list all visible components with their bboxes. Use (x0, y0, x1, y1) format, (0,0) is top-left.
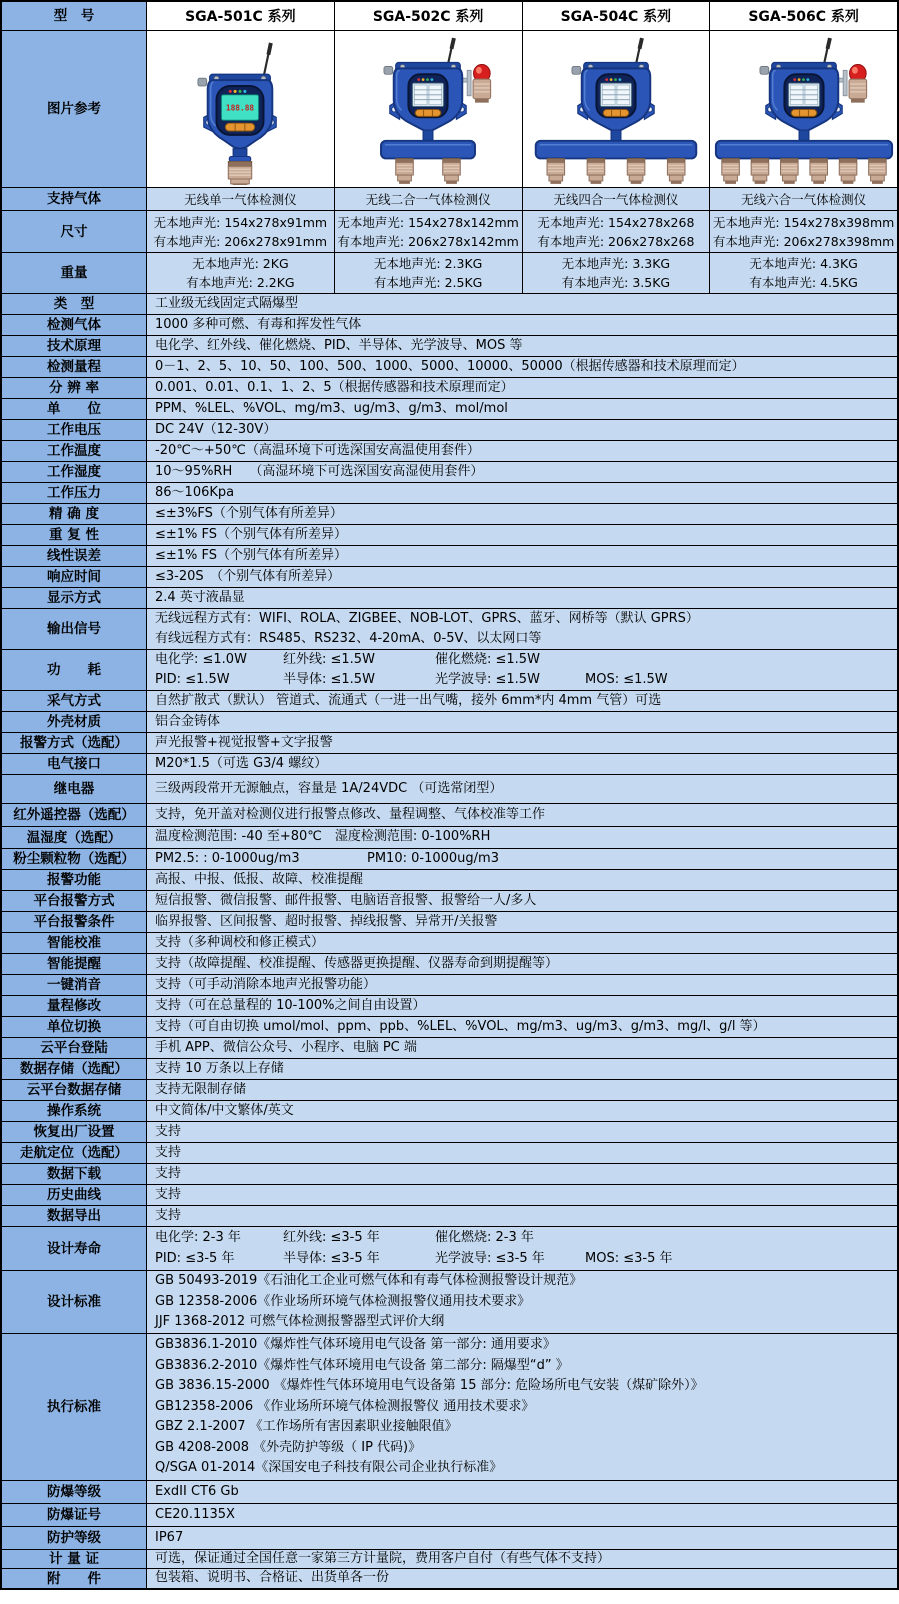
spec-value (147, 315, 897, 335)
spec-row (2, 525, 897, 546)
spec-row (2, 567, 897, 588)
spec-row (2, 315, 897, 336)
spec-row (2, 1038, 897, 1059)
spec-text: 支持（故障提醒、校准提醒、传感器更换提醒、仪器寿命到期提醒等） (155, 955, 559, 971)
spec-value (147, 1569, 897, 1588)
device-image-sga-502c (334, 31, 522, 187)
spec-row (2, 441, 897, 462)
spec-segment: MOS: ≤3-5 年 (585, 1250, 673, 1266)
spec-row (2, 420, 897, 441)
spec-text: 0.001、0.01、0.1、1、2、5（根据传感器和技术原理而定） (155, 379, 514, 395)
spec-row (2, 1527, 897, 1550)
spec-text: 工业级无线固定式隔爆型 (155, 295, 299, 311)
spec-text: 临界报警、区间报警、超时报警、掉线报警、异常开/关报警 (155, 913, 498, 929)
spec-label: 智能提醒 (2, 954, 147, 974)
spec-row (2, 1164, 897, 1185)
spec-label: 操作系统 (2, 1101, 147, 1121)
spec-line: GB 50493-2019《石油化工企业可燃气体和有毒气体检测报警设计规范》 (155, 1273, 583, 1289)
spec-label: 执行标准 (2, 1334, 147, 1480)
svg-text:188.88: 188.88 (226, 103, 255, 113)
spec-label: 类 型 (2, 294, 147, 314)
spec-cell-line: 无本地声光: 2.3KG (373, 256, 483, 271)
spec-label: 显示方式 (2, 588, 147, 608)
spec-label: 红外遥控器（选配） (2, 804, 147, 826)
spec-text: 支持 (155, 1123, 182, 1139)
spec-cell-line: 无本地声光: 4.3KG (749, 256, 858, 271)
model-header-row (2, 2, 897, 31)
spec-row (2, 912, 897, 933)
spec-row (2, 754, 897, 775)
spec-label: 云平台登陆 (2, 1038, 147, 1058)
spec-label: 响应时间 (2, 567, 147, 587)
spec-value (147, 1059, 897, 1079)
spec-value (147, 567, 897, 587)
spec-segment: 半导体: ≤3-5 年 (283, 1250, 380, 1266)
spec-label: 重 复 性 (2, 525, 147, 545)
spec-label: 量程修改 (2, 996, 147, 1016)
spec-cell-line: 有本地声光: 206x278x91mm (153, 233, 328, 249)
spec-cell-line: 无本地声光: 3.3KG (561, 256, 671, 271)
spec-label: 数据存储（选配） (2, 1059, 147, 1079)
spec-cell (709, 211, 897, 252)
spec-value (147, 954, 897, 974)
spec-value (147, 420, 897, 440)
spec-cell (334, 211, 522, 252)
spec-label: 平台报警方式 (2, 891, 147, 911)
spec-text: ≤±1% FS（个别气体有所差异） (155, 547, 348, 563)
spec-line: 无线远程方式有：WIFI、ROLA、ZIGBEE、NOB-LOT、GPRS、蓝牙、网桥等（默认 GPRS） (155, 610, 699, 626)
spec-label: 分 辨 率 (2, 378, 147, 398)
spec-row (2, 336, 897, 357)
spec-row (2, 650, 897, 691)
spec-label: 支持气体 (2, 188, 147, 210)
spec-label: 云平台数据存储 (2, 1080, 147, 1100)
spec-label: 一键消音 (2, 975, 147, 995)
spec-row (2, 1271, 897, 1334)
spec-row (2, 733, 897, 754)
image-row-cols (147, 31, 897, 187)
spec-row (2, 588, 897, 609)
spec-row (2, 1227, 897, 1271)
spec-value (147, 1185, 897, 1205)
spec-row (2, 1080, 897, 1101)
spec-label: 温湿度（选配） (2, 827, 147, 848)
spec-line: GB 4208-2008 《外壳防护等级（ IP 代码)》 (155, 1439, 422, 1455)
spec-cols (147, 211, 897, 252)
spec-value (147, 546, 897, 566)
spec-cell-line: 有本地声光: 2.2KG (186, 275, 295, 290)
spec-text: 86～106Kpa (155, 484, 235, 500)
spec-segment: PID: ≤1.5W (155, 672, 230, 687)
spec-segment: 催化燃烧: 2-3 年 (435, 1230, 534, 1245)
spec-row (2, 609, 897, 650)
spec-label: 单位切换 (2, 1017, 147, 1037)
spec-label: 工作压力 (2, 483, 147, 503)
spec-row (2, 804, 897, 827)
spec-row (2, 357, 897, 378)
spec-value (147, 650, 897, 690)
model-header-label: 型 号 (2, 2, 147, 30)
spec-text: CE20.1135X (155, 1506, 235, 1522)
spec-label: 采气方式 (2, 691, 147, 711)
spec-label: 报警功能 (2, 870, 147, 890)
spec-label: 报警方式（选配） (2, 733, 147, 753)
spec-value (147, 712, 897, 732)
spec-cell-line: 有本地声光: 206x278x142mm (337, 233, 519, 249)
spec-text: PPM、%LEL、%VOL、mg/m3、ug/m3、g/m3、mol/mol (155, 400, 508, 416)
image-row-label: 图片参考 (2, 31, 147, 187)
spec-value (147, 891, 897, 911)
spec-value (147, 609, 897, 649)
spec-row (2, 546, 897, 567)
spec-segment: PID: ≤3-5 年 (155, 1250, 235, 1266)
device-illustration (335, 33, 521, 185)
spec-row (2, 691, 897, 712)
spec-segment: MOS: ≤1.5W (585, 672, 668, 687)
spec-text: 手机 APP、微信公众号、小程序、电脑 PC 端 (155, 1039, 417, 1055)
spec-line: GB3836.2-2010《爆炸性气体环境用电气设备 第二部分: 隔爆型“d” 》 (155, 1357, 569, 1373)
spec-line (155, 849, 897, 869)
spec-value (147, 357, 897, 377)
spec-row (2, 1569, 897, 1588)
spec-row (2, 954, 897, 975)
spec-label: 工作电压 (2, 420, 147, 440)
spec-label: 设计标准 (2, 1271, 147, 1333)
spec-cell-line: 有本地声光: 206x278x268 (537, 233, 695, 249)
spec-text: IP67 (155, 1529, 184, 1545)
spec-text: 高报、中报、低报、故障、校准提醒 (155, 871, 364, 887)
spec-text: 支持（可手动消除本地声光报警功能） (155, 976, 377, 992)
spec-row (2, 775, 897, 804)
spec-text: 支持 (155, 1186, 182, 1202)
spec-line: Q/SGA 01-2014《深国安电子科技有限公司企业执行标准》 (155, 1460, 503, 1476)
spec-label: 防爆等级 (2, 1481, 147, 1503)
spec-text: 支持无限制存储 (155, 1081, 247, 1097)
spec-label: 重量 (2, 253, 147, 293)
spec-row (2, 504, 897, 525)
spec-row (2, 1122, 897, 1143)
spec-text: ExdII CT6 Gb (155, 1483, 239, 1499)
spec-label: 电气接口 (2, 754, 147, 774)
spec-row (2, 870, 897, 891)
spec-text: 支持，免开盖对检测仪进行报警点修改、量程调整、气体校准等工作 (155, 806, 546, 822)
spec-segment: 催化燃烧: ≤1.5W (435, 651, 540, 667)
spec-value (147, 1481, 897, 1503)
spec-value (147, 441, 897, 461)
spec-value (147, 775, 897, 803)
spec-label: 继电器 (2, 775, 147, 803)
spec-cell: 无线六合一气体检测仪 (709, 188, 897, 210)
spec-line (155, 1228, 897, 1249)
spec-value (147, 1101, 897, 1121)
spec-value (147, 483, 897, 503)
spec-row (2, 975, 897, 996)
spec-value (147, 1334, 897, 1480)
spec-value (147, 849, 897, 869)
spec-segment: 光学波导: ≤3-5 年 (435, 1250, 545, 1266)
spec-cell (334, 253, 522, 293)
spec-line (155, 670, 897, 691)
spec-line: 有线远程方式有：RS485、RS232、4-20mA、0-5V、以太网口等 (155, 631, 542, 646)
spec-row (2, 1334, 897, 1481)
spec-cell (522, 211, 710, 252)
spec-segment: PM10: 0-1000ug/m3 (367, 850, 499, 866)
spec-value (147, 1080, 897, 1100)
spec-label: 防护等级 (2, 1527, 147, 1549)
spec-text: 2.4 英寸液晶显 (155, 589, 245, 605)
spec-cell: 无线二合一气体检测仪 (334, 188, 522, 210)
spec-value (147, 733, 897, 753)
spec-segment: 电化学: ≤1.0W (155, 651, 247, 667)
spec-label: 走航定位（选配） (2, 1143, 147, 1163)
spec-row (2, 294, 897, 315)
model-header-cell: SGA-506C 系列 (709, 2, 897, 30)
spec-text: 自然扩散式（默认） 管道式、流通式（一进一出气嘴，接外 6mm*内 4mm 气管）可选 (155, 692, 662, 708)
spec-label: 数据下载 (2, 1164, 147, 1184)
spec-cols (147, 188, 897, 210)
spec-segment: 红外线: ≤3-5 年 (283, 1230, 380, 1245)
spec-segment: 半导体: ≤1.5W (283, 672, 375, 687)
spec-label: 工作温度 (2, 441, 147, 461)
spec-cell-line: 无本地声光: 154x278x398mm (712, 214, 895, 230)
spec-text: 声光报警+视觉报警+文字报警 (155, 734, 333, 750)
spec-row (2, 1017, 897, 1038)
spec-value (147, 691, 897, 711)
spec-value (147, 1206, 897, 1226)
spec-value (147, 827, 897, 848)
image-row (2, 31, 897, 188)
spec-row (2, 211, 897, 253)
device-image-sga-501c (147, 31, 334, 187)
spec-text: -20℃～+50℃（高温环境下可选深国安高温使用套件） (155, 442, 480, 458)
device-image-sga-506c (709, 31, 897, 187)
spec-line: GB3836.1-2010《爆炸性气体环境用电气设备 第一部分: 通用要求》 (155, 1337, 556, 1353)
spec-text: 支持（可自由切换 umol/mol、ppm、ppb、%LEL、%VOL、mg/m3、ug/m3、g/m3、mg/l、g/l 等） (155, 1018, 766, 1034)
spec-row (2, 1550, 897, 1569)
spec-value (147, 1164, 897, 1184)
spec-row (2, 827, 897, 849)
spec-line: GB 12358-2006《作业场所环境气体检测报警仪通用技术要求》 (155, 1293, 531, 1309)
model-header-cell: SGA-502C 系列 (334, 2, 522, 30)
spec-cell-line: 无本地声光: 154x278x142mm (337, 214, 519, 230)
spec-cell-line: 有本地声光: 3.5KG (561, 275, 671, 290)
spec-row (2, 996, 897, 1017)
device-illustration (711, 33, 897, 185)
spec-cell: 无线四合一气体检测仪 (522, 188, 710, 210)
spec-cell-line: 有本地声光: 206x278x398mm (712, 233, 895, 249)
spec-value (147, 975, 897, 995)
spec-cell-line: 无本地声光: 154x278x91mm (153, 214, 328, 230)
spec-table-rows (2, 2, 897, 1588)
spec-row (2, 399, 897, 420)
spec-label: 智能校准 (2, 933, 147, 953)
spec-text: 支持（可在总量程的 10-100%之间自由设置） (155, 997, 426, 1013)
spec-text: 包装箱、说明书、合格证、出货单各一份 (155, 1570, 390, 1586)
spec-label: 检测气体 (2, 315, 147, 335)
spec-cell-line: 有本地声光: 4.5KG (749, 275, 858, 290)
model-header-cell: SGA-504C 系列 (522, 2, 710, 30)
spec-text: 可选，保证通过全国任意一家第三方计量院，费用客户自付（有些气体不支持） (155, 1550, 611, 1566)
spec-text: 10～95%RH （高湿环境下可选深国安高湿使用套件） (155, 463, 484, 479)
spec-row (2, 1504, 897, 1527)
device-illustration (523, 33, 709, 185)
spec-label: 计 量 证 (2, 1550, 147, 1568)
device-illustration (147, 33, 333, 185)
spec-row (2, 712, 897, 733)
spec-value (147, 525, 897, 545)
spec-cell: 无线单一气体检测仪 (184, 192, 297, 207)
spec-value (147, 1227, 897, 1270)
spec-row (2, 1059, 897, 1080)
spec-cell-line: 无本地声光: 154x278x268 (537, 214, 695, 230)
spec-line (155, 650, 897, 670)
spec-row (2, 1143, 897, 1164)
spec-row (2, 378, 897, 399)
spec-value (147, 1527, 897, 1549)
spec-text: 支持 (155, 1165, 182, 1181)
spec-label: 历史曲线 (2, 1185, 147, 1205)
spec-row (2, 483, 897, 504)
spec-label: 外壳材质 (2, 712, 147, 732)
spec-row (2, 1481, 897, 1504)
spec-value (147, 1143, 897, 1163)
spec-text: 短信报警、微信报警、邮件报警、电脑语音报警、报警给一人/多人 (155, 892, 537, 908)
spec-text: 三级两段常开无源触点，容量是 1A/24VDC （可选常闭型） (155, 780, 503, 796)
spec-value (147, 1038, 897, 1058)
spec-text: 中文简体/中文繁体/英文 (155, 1102, 294, 1118)
spec-row (2, 933, 897, 954)
spec-text: DC 24V（12-30V） (155, 421, 277, 437)
spec-text: M20*1.5（可选 G3/4 螺纹） (155, 755, 328, 771)
spec-value (147, 870, 897, 890)
spec-cell-line: 有本地声光: 2.5KG (373, 275, 483, 290)
model-header-cols (147, 2, 897, 30)
device-image-sga-504c (522, 31, 710, 187)
spec-value (147, 1122, 897, 1142)
spec-label: 技术原理 (2, 336, 147, 356)
spec-text: ≤3-20S （个别气体有所差异） (155, 568, 341, 584)
spec-row (2, 849, 897, 870)
spec-value (147, 336, 897, 356)
spec-value (147, 933, 897, 953)
spec-value (147, 996, 897, 1016)
spec-text: 支持（多种调校和修正模式） (155, 934, 325, 950)
spec-segment: 红外线: ≤1.5W (283, 651, 375, 667)
spec-label: 恢复出厂设置 (2, 1122, 147, 1142)
spec-label: 数据导出 (2, 1206, 147, 1226)
spec-cell-line: 无本地声光: 2KG (192, 256, 289, 271)
spec-line (155, 1249, 897, 1270)
spec-line: GB12358-2006 《作业场所环境气体检测报警仪 通用技术要求》 (155, 1398, 535, 1414)
spec-cols (147, 253, 897, 293)
spec-cell (522, 253, 710, 293)
spec-label: 工作湿度 (2, 462, 147, 482)
spec-label: 平台报警条件 (2, 912, 147, 932)
spec-value (147, 754, 897, 774)
spec-value (147, 462, 897, 482)
spec-row (2, 891, 897, 912)
spec-label: 粉尘颗粒物（选配） (2, 849, 147, 869)
spec-text: 支持 10 万条以上存储 (155, 1060, 284, 1076)
spec-row (2, 1206, 897, 1227)
model-header-cell: SGA-501C 系列 (147, 2, 334, 30)
spec-cell (147, 211, 334, 252)
spec-text: 铝合金铸体 (155, 713, 221, 729)
spec-label: 线性误差 (2, 546, 147, 566)
spec-segment: PM2.5: : 0-1000ug/m3 (155, 850, 300, 866)
spec-text: 0－1、2、5、10、50、100、500、1000、5000、10000、50000（根据传感器和技术原理而定） (155, 358, 745, 374)
spec-text: 支持 (155, 1144, 182, 1160)
spec-value (147, 912, 897, 932)
spec-segment: 电化学: 2-3 年 (155, 1230, 241, 1245)
spec-label: 输出信号 (2, 609, 147, 649)
spec-text: 支持 (155, 1207, 182, 1223)
spec-label: 设计寿命 (2, 1227, 147, 1270)
spec-label: 精 确 度 (2, 504, 147, 524)
spec-row (2, 188, 897, 211)
spec-text: ≤±3%FS（个别气体有所差异） (155, 505, 343, 521)
spec-value (147, 804, 897, 826)
spec-label: 功 耗 (2, 650, 147, 690)
spec-segment: 光学波导: ≤1.5W (435, 672, 540, 687)
spec-value (147, 378, 897, 398)
spec-line: GBZ 2.1-2007 《工作场所有害因素职业接触限值》 (155, 1419, 458, 1435)
spec-label: 尺寸 (2, 211, 147, 252)
spec-label: 附 件 (2, 1569, 147, 1588)
spec-text: 1000 多种可燃、有毒和挥发性气体 (155, 316, 362, 332)
spec-row (2, 462, 897, 483)
spec-line: GB 3836.15-2000 《爆炸性气体环境用电气设备第 15 部分: 危险场所电气安装（煤矿除外）》 (155, 1378, 704, 1394)
spec-value (147, 504, 897, 524)
spec-value (147, 399, 897, 419)
spec-row (2, 1101, 897, 1122)
spec-label: 防爆证号 (2, 1504, 147, 1526)
spec-cell (147, 253, 334, 293)
spec-text: 电化学、红外线、催化燃烧、PID、半导体、光学波导、MOS 等 (155, 337, 523, 353)
spec-value (147, 1017, 897, 1037)
spec-line: JJF 1368-2012 可燃气体检测报警器型式评价大纲 (155, 1314, 445, 1330)
spec-value (147, 1504, 897, 1526)
spec-value (147, 1271, 897, 1333)
spec-row (2, 253, 897, 294)
spec-value (147, 294, 897, 314)
spec-label: 检测量程 (2, 357, 147, 377)
spec-value (147, 588, 897, 608)
spec-value (147, 1550, 897, 1568)
spec-label: 单 位 (2, 399, 147, 419)
spec-row (2, 1185, 897, 1206)
spec-text: ≤±1% FS（个别气体有所差异） (155, 526, 348, 542)
spec-cell (709, 253, 897, 293)
spec-text: 温度检测范围: -40 至+80℃ 湿度检测范围: 0-100%RH (155, 829, 491, 845)
